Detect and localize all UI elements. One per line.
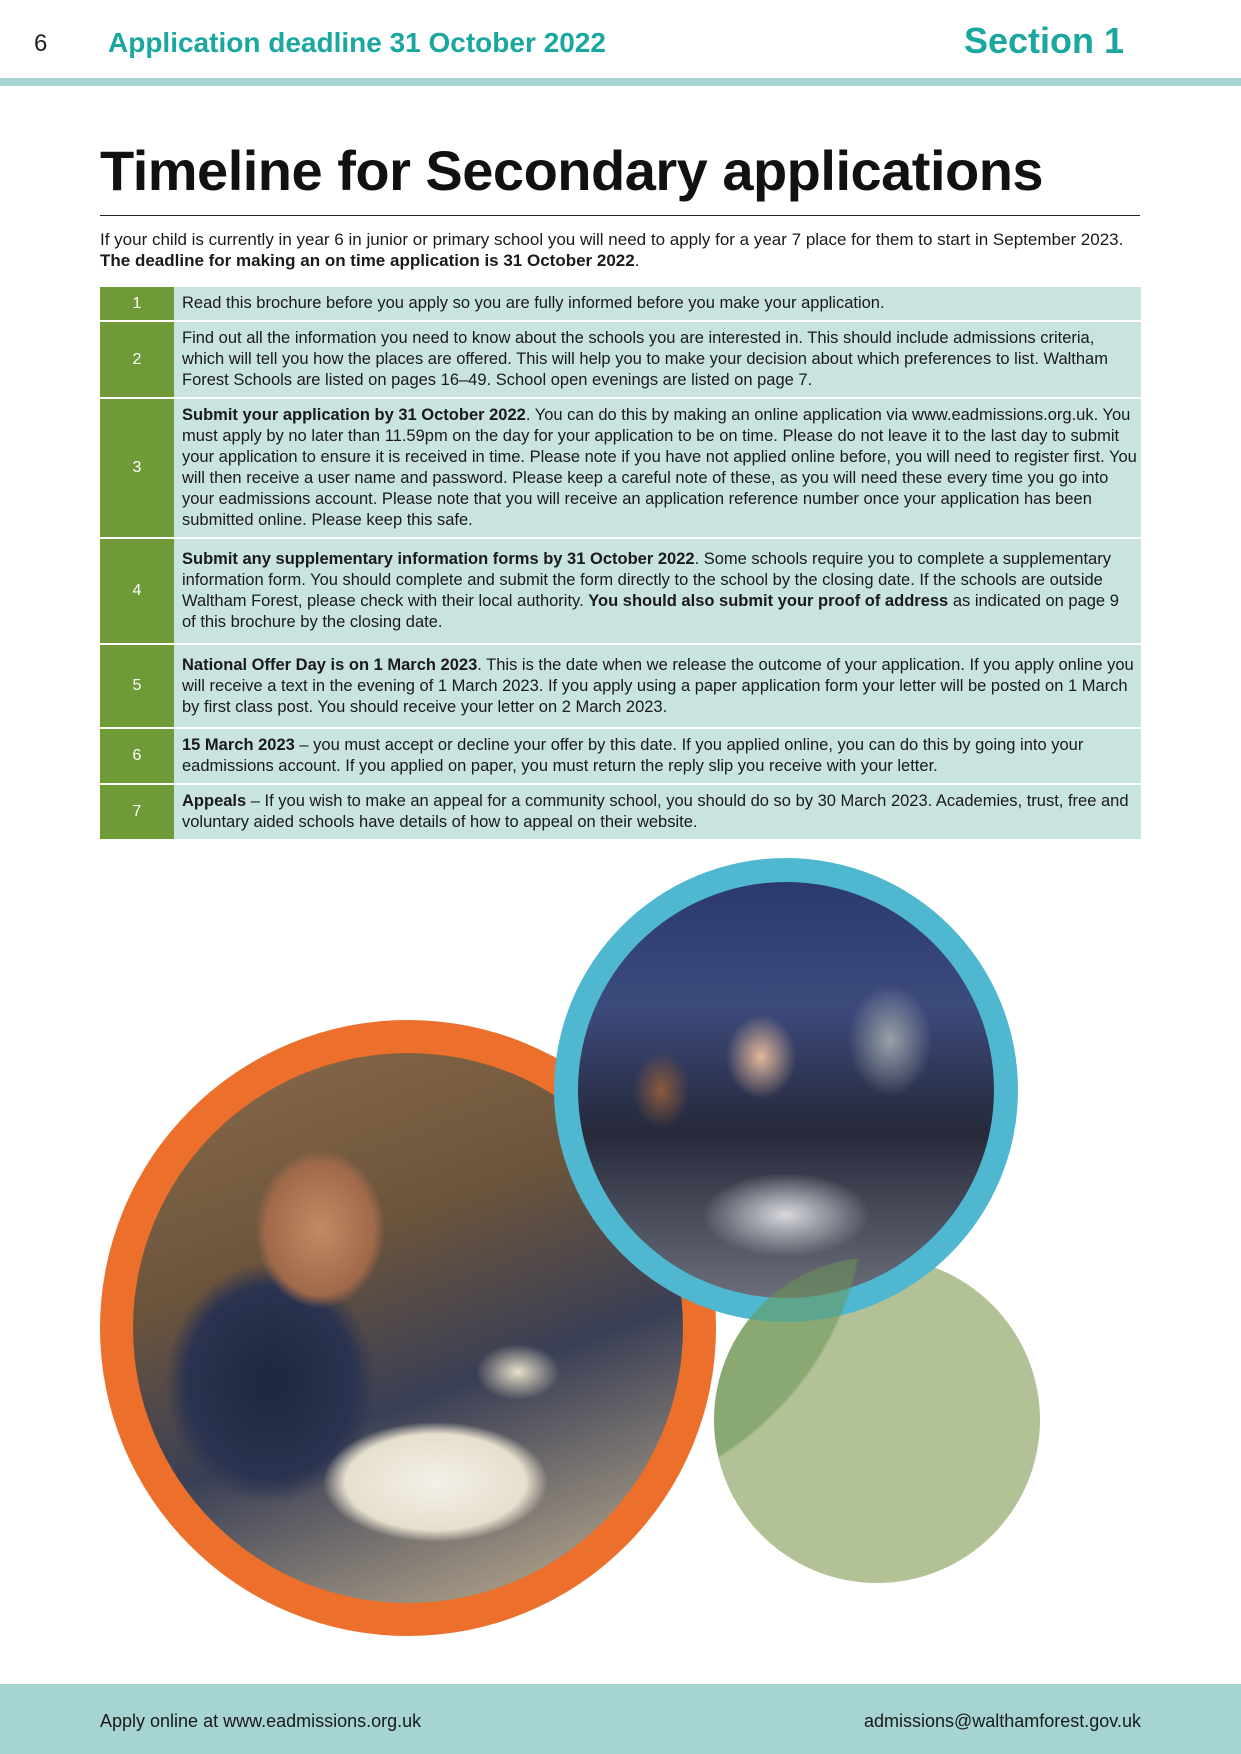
timeline-row [100,538,1141,644]
step-body: . You can do this by making an online application via www.eadmissions.org.uk. You must apply by no later than 11.59pm on the day for your application to be on time. Please do not leave it to the last day to submit your application to ensure it is received in time. Please note if you have not applied online before, you will need to register first. You will then receive a user name and password. Please keep a careful note of these, as you will need these every time you go into your eadmissions account. Please note that you will receive an application reference number once your application has been submitted online. Please keep this safe. [182,406,1137,529]
step-text [174,287,1141,321]
timeline-row [100,321,1141,398]
title-divider [100,215,1140,216]
classroom-discussion-photo [578,882,994,1298]
header-divider [0,78,1241,86]
step-number: 5 [100,644,174,728]
footer-email: admissions@walthamforest.gov.uk [863,1711,1141,1731]
timeline-table [100,287,1141,841]
step-text [174,784,1141,840]
step-text [174,321,1141,398]
step-number: 6 [100,728,174,784]
step-number: 4 [100,538,174,644]
step-bold: National Offer Day is on 1 March 2023 [182,655,478,674]
step-text [174,644,1141,728]
deadline-heading: Application deadline 31 October 2022 [108,27,606,58]
step-text [174,538,1141,644]
timeline-row [100,728,1141,784]
step-number: 7 [100,784,174,840]
section-label: Section 1 [963,20,1124,61]
circle-overlap-tint [714,1257,1040,1583]
step-bold: Submit your application by 31 October 2022 [182,406,526,424]
page-title: Timeline for Secondary applications [100,139,1044,202]
step-bold: Submit any supplementary information forms by 31 October 2022 [182,550,695,568]
intro-bold: The deadline for making an on time application is 31 October 2022 [100,251,635,270]
step-number: 1 [100,287,174,321]
step-body: . Some schools require you to complete a supplementary information form. You should complete and submit the form directly to the school by the closing date. If the schools are outside Waltham Forest, please check with their local authority. [182,550,1111,610]
photo-collage [0,850,1241,1680]
step-body-2: as indicated on page 9 of this brochure by the closing date. [182,592,1119,631]
step-body: Find out all the information you need to know about the schools you are interested in. This should include admissions criteria, which will tell you how the places are offered. This will help you to make your decision about which preferences to list. Waltham Forest Schools are listed on pages 16–49. School open evenings are listed on page 7. [182,329,1108,389]
step-number: 2 [100,321,174,398]
intro-paragraph [100,229,1140,271]
step-body: – If you wish to make an appeal for a community school, you should do so by 30 March 2023. Academies, trust, free and voluntary aided schools have details of how to appeal on their website. [182,792,1129,831]
timeline-row [100,644,1141,728]
step-text [174,398,1141,538]
timeline-row [100,398,1141,538]
intro-text: If your child is currently in year 6 in junior or primary school you will need to apply for a year 7 place for them to start in September 2023. [100,230,1124,249]
page-header [0,0,1241,78]
step-bold: 15 March 2023 [182,736,295,754]
step-bold: Appeals [182,792,247,810]
step-bold-2: You should also submit your proof of address [588,592,949,610]
step-number: 3 [100,398,174,538]
step-body: . This is the date when we release the outcome of your application. If you apply online you will receive a text in the evening of 1 March 2023. If you apply using a paper application form your letter will be posted on 1 March by first class post. You should receive your letter on 2 March 2023. [182,655,1134,716]
timeline-row [100,287,1141,321]
footer-apply-online: Apply online at www.eadmissions.org.uk [100,1711,422,1731]
intro-end: . [634,251,640,270]
step-body: Read this brochure before you apply so you are fully informed before you make your application. [182,294,885,312]
timeline-row [100,784,1141,840]
page-number: 6 [34,30,48,57]
page-footer [0,1684,1241,1754]
step-body: – you must accept or decline your offer by this date. If you applied online, you can do this by going into your eadmissions account. If you applied on paper, you must return the reply slip you receive with your letter. [182,736,1084,775]
step-text [174,728,1141,784]
